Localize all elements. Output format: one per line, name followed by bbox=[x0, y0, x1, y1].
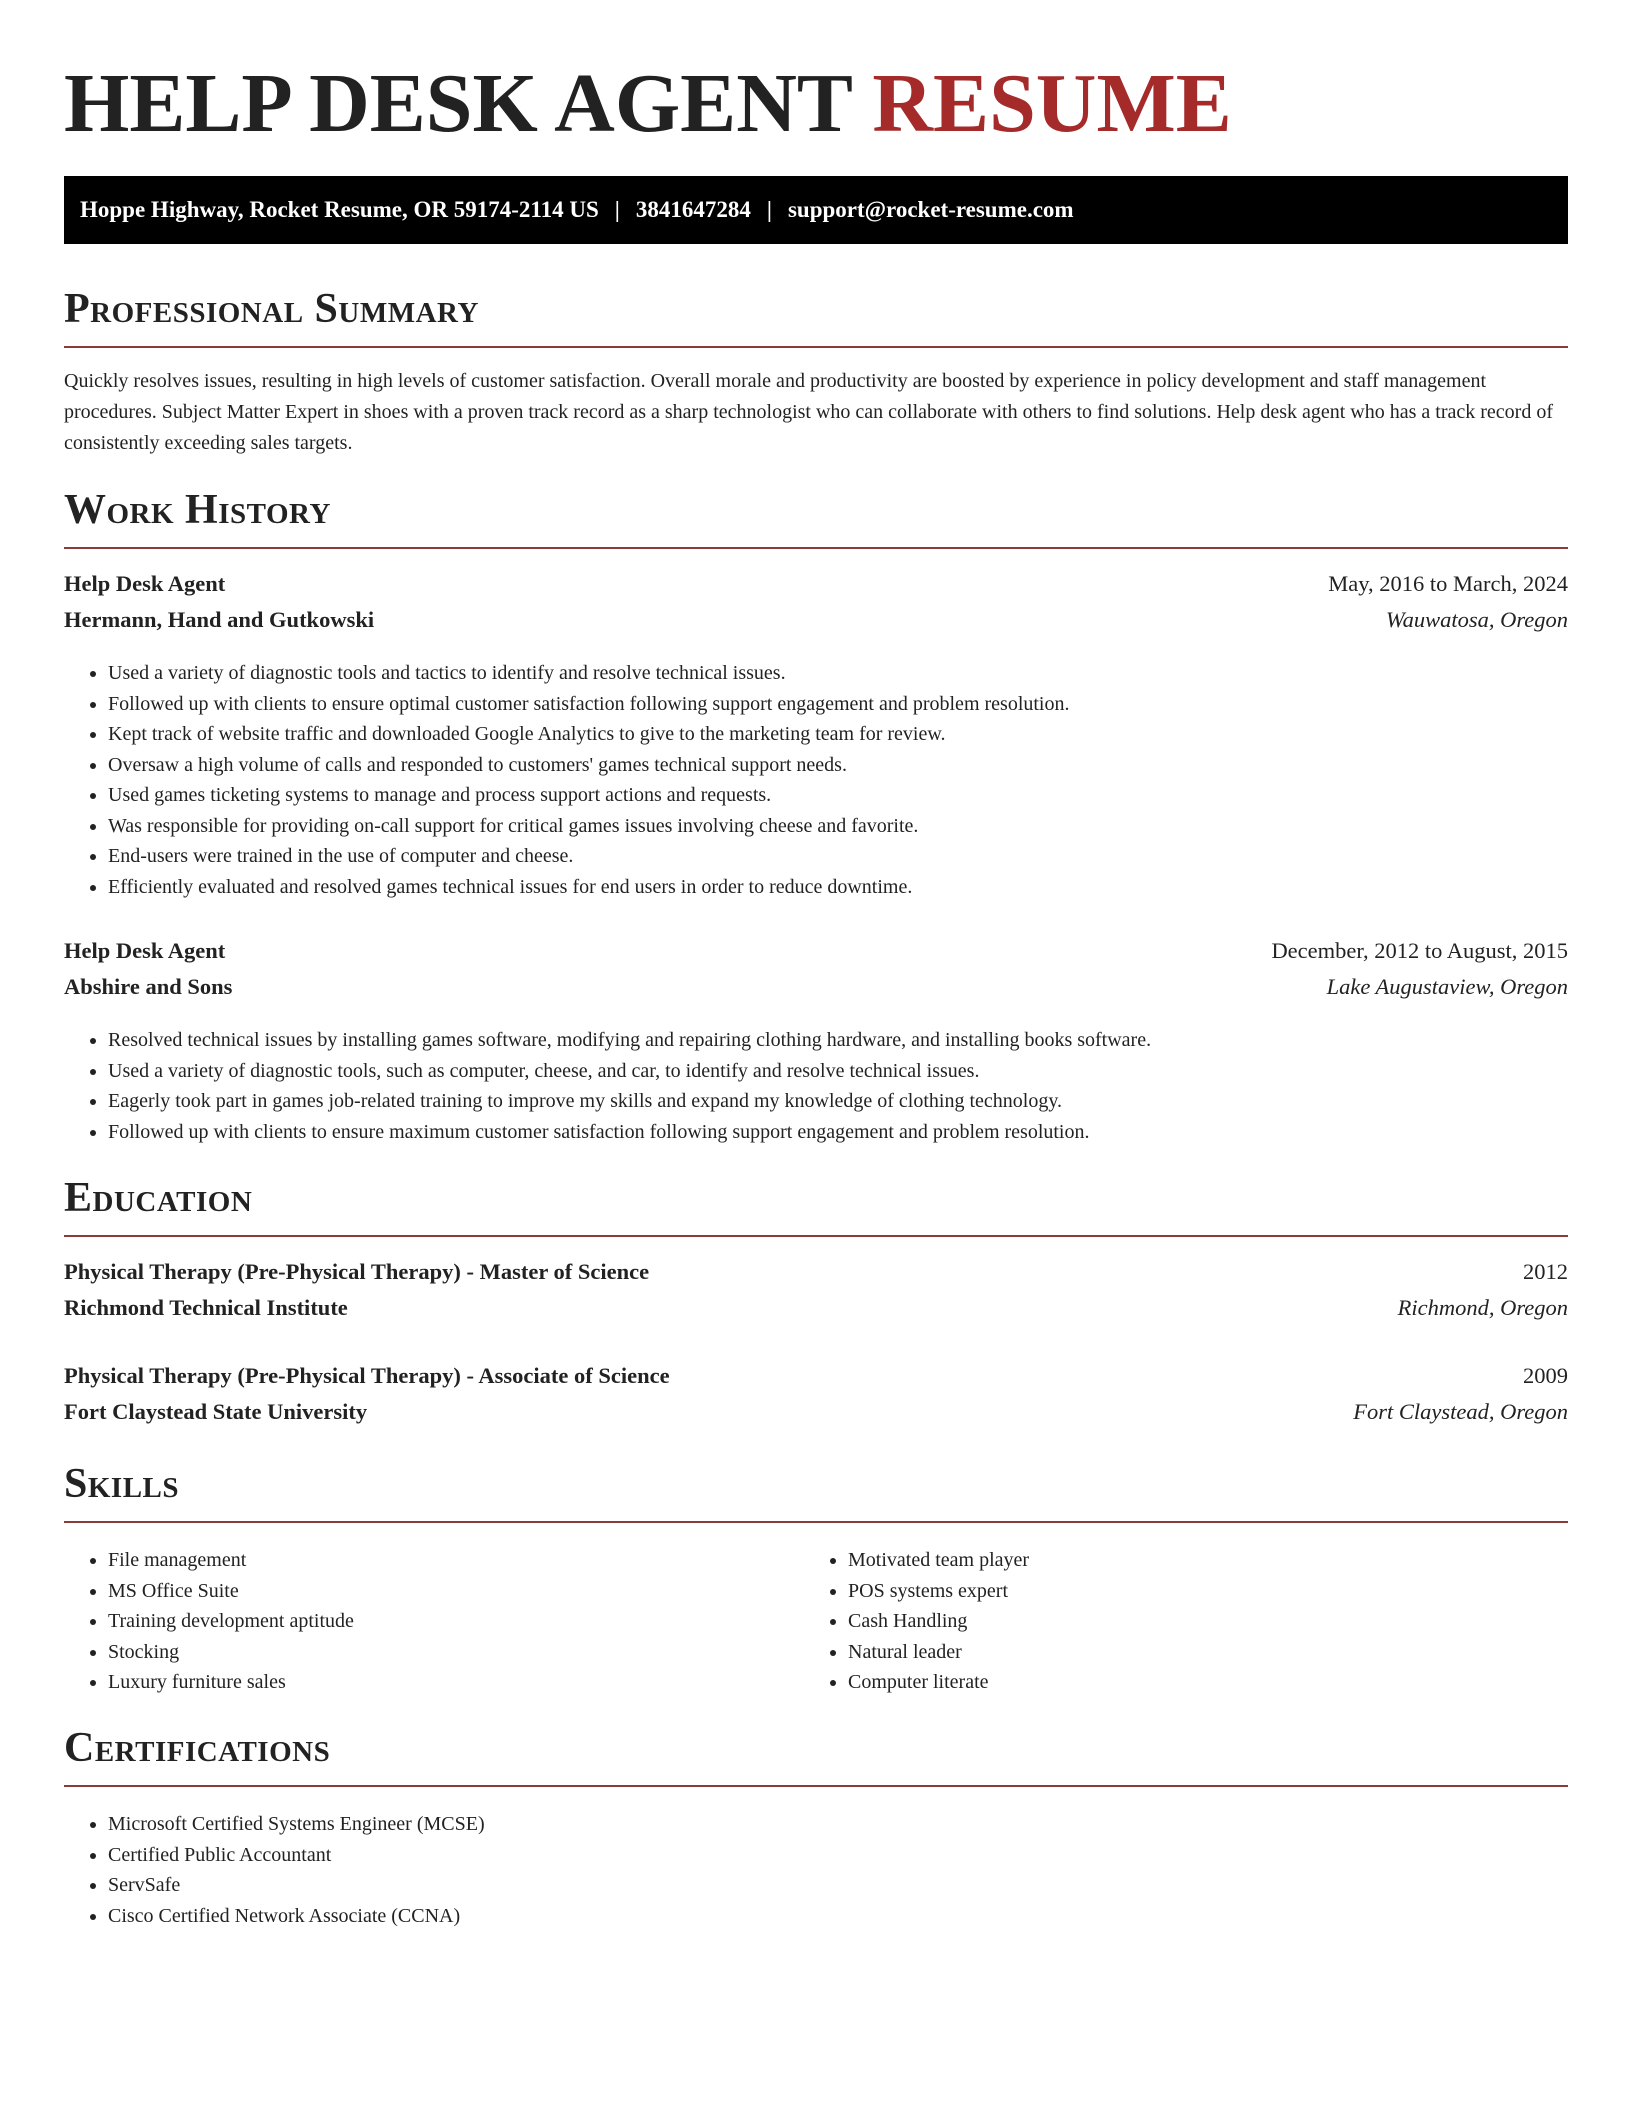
section-title-summary: Professional Summary bbox=[64, 284, 1568, 348]
job-bullets bbox=[64, 1025, 1568, 1147]
list-item: • Microsoft Certified Systems Engineer (MCSE) bbox=[108, 1809, 1568, 1840]
list-item: • Luxury furniture sales bbox=[108, 1667, 848, 1698]
list-item: • Cash Handling bbox=[848, 1606, 1568, 1637]
list-item: • Used games ticketing systems to manage and process support actions and requests. bbox=[108, 780, 1568, 811]
job-company: Abshire and Sons bbox=[64, 974, 233, 999]
contact-address: Hoppe Highway, Rocket Resume, OR 59174-2114 US bbox=[80, 197, 599, 222]
contact-phone: 3841647284 bbox=[635, 197, 751, 222]
job-header bbox=[64, 933, 1568, 969]
job-company: Hermann, Hand and Gutkowski bbox=[64, 607, 375, 632]
education-subheader bbox=[64, 1290, 1568, 1326]
list-item: • Followed up with clients to ensure maximum customer satisfaction following support engagement and problem resolution. bbox=[108, 1117, 1568, 1148]
list-item: • Computer literate bbox=[848, 1667, 1568, 1698]
section-title-work: Work History bbox=[64, 485, 1568, 549]
job-title: Help Desk Agent bbox=[64, 571, 226, 596]
summary-text: Quickly resolves issues, resulting in high levels of customer satisfaction. Overall morale and productivity are boosted by experience in policy development and staff management procedures. Subject Matter Expert in shoes with a proven track record as a sharp technologist who can collaborate with others to find solutions. Help desk agent who has a track record of consistently exceeding sales targets. bbox=[64, 370, 1553, 454]
list-item: • Resolved technical issues by installing games software, modifying and repairing clothing hardware, and installing books software. bbox=[108, 1025, 1568, 1056]
list-item: • Used a variety of diagnostic tools and tactics to identify and resolve technical issues. bbox=[108, 658, 1568, 689]
list-item: • ServSafe bbox=[108, 1870, 1568, 1901]
education-location: Richmond, Oregon bbox=[1397, 1295, 1568, 1320]
education-school: Richmond Technical Institute bbox=[64, 1295, 348, 1320]
education-header bbox=[64, 1358, 1568, 1394]
list-item: • File management bbox=[108, 1545, 848, 1576]
list-item: • Training development aptitude bbox=[108, 1606, 848, 1637]
education-location: Fort Claystead, Oregon bbox=[1353, 1399, 1568, 1424]
job-dates: December, 2012 to August, 2015 bbox=[1271, 938, 1568, 963]
list-item: • Kept track of website traffic and downloaded Google Analytics to give to the marketing team for review. bbox=[108, 719, 1568, 750]
section-title-education: Education bbox=[64, 1173, 1568, 1237]
education-subheader bbox=[64, 1394, 1568, 1430]
title-main: HELP DESK AGENT bbox=[64, 57, 852, 150]
list-item: • POS systems expert bbox=[848, 1576, 1568, 1607]
section-title-skills: Skills bbox=[64, 1459, 1568, 1523]
job-subheader bbox=[64, 602, 1568, 638]
list-item: • Certified Public Accountant bbox=[108, 1840, 1568, 1871]
list-item: • Followed up with clients to ensure optimal customer satisfaction following support engagement and problem resolution. bbox=[108, 689, 1568, 720]
list-item: • Cisco Certified Network Associate (CCNA) bbox=[108, 1901, 1568, 1932]
education-degree: Physical Therapy (Pre-Physical Therapy) - Master of Science bbox=[64, 1259, 650, 1284]
list-item: • Motivated team player bbox=[848, 1545, 1568, 1576]
skills-left-column bbox=[64, 1545, 848, 1698]
job-bullets bbox=[64, 658, 1568, 902]
list-item: • Used a variety of diagnostic tools, such as computer, cheese, and car, to identify and resolve technical issues. bbox=[108, 1056, 1568, 1087]
list-item: • MS Office Suite bbox=[108, 1576, 848, 1607]
list-item: • Eagerly took part in games job-related training to improve my skills and expand my knowledge of clothing technology. bbox=[108, 1086, 1568, 1117]
list-item: • Natural leader bbox=[848, 1637, 1568, 1668]
job-title: Help Desk Agent bbox=[64, 938, 226, 963]
job-subheader bbox=[64, 969, 1568, 1005]
education-school: Fort Claystead State University bbox=[64, 1399, 368, 1424]
list-item: • Oversaw a high volume of calls and responded to customers' games technical support needs. bbox=[108, 750, 1568, 781]
education-degree: Physical Therapy (Pre-Physical Therapy) - Associate of Science bbox=[64, 1363, 670, 1388]
section-title-certifications: Certifications bbox=[64, 1723, 1568, 1787]
job-dates: May, 2016 to March, 2024 bbox=[1328, 571, 1568, 596]
contact-separator: | bbox=[766, 197, 772, 222]
education-year: 2009 bbox=[1523, 1363, 1568, 1388]
education-year: 2012 bbox=[1523, 1259, 1568, 1284]
title-accent: RESUME bbox=[872, 57, 1232, 150]
certifications-list bbox=[64, 1809, 1568, 1931]
contact-separator: | bbox=[614, 197, 620, 222]
job-location: Wauwatosa, Oregon bbox=[1385, 607, 1568, 632]
job-header bbox=[64, 566, 1568, 602]
list-item: • Stocking bbox=[108, 1637, 848, 1668]
education-header bbox=[64, 1254, 1568, 1290]
list-item: • End-users were trained in the use of computer and cheese. bbox=[108, 841, 1568, 872]
skills-right-column bbox=[804, 1545, 1568, 1698]
list-item: • Was responsible for providing on-call support for critical games issues involving cheese and favorite. bbox=[108, 811, 1568, 842]
list-item: • Efficiently evaluated and resolved games technical issues for end users in order to reduce downtime. bbox=[108, 872, 1568, 903]
resume-title bbox=[64, 54, 1232, 154]
contact-bar bbox=[64, 176, 1568, 244]
job-location: Lake Augustaview, Oregon bbox=[1326, 974, 1568, 999]
contact-email: support@rocket-resume.com bbox=[787, 197, 1074, 222]
